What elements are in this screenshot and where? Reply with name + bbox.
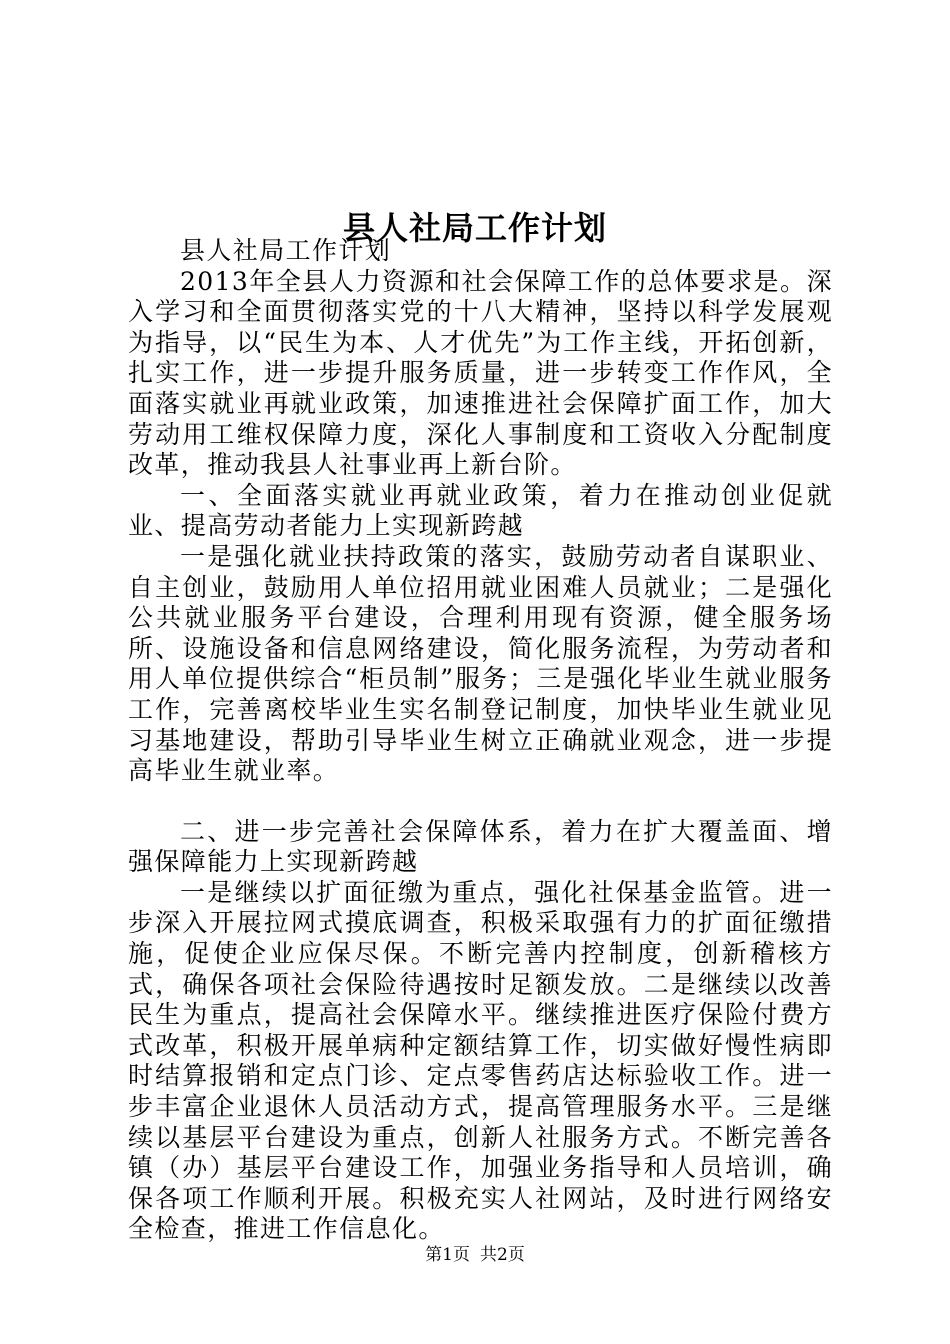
paragraph-social-security: 一是继续以扩面征缴为重点，强化社保基金监管。进一步深入开展拉网式摸底调查，积极采取强有力的扩面征缴措施，促使企业应保尽保。不断完善内控制度，创新稽核方式，确保各项社会保险待遇按时足额发放。二是继续以改善民生为重点，提高社会保障水平。继续推进医疗保险付费方式改革，积极开展单病种定额结算工作，切实做好慢性病即时结算报销和定点门诊、定点零售药店达标验收工作。进一步丰富企业退休人员活动方式，提高管理服务水平。三是继续以基层平台建设为重点，创新人社服务方式。不断完善各镇（办）基层平台建设工作，加强业务指导和人员培训，确保各项工作顺利开展。积极充实人社网站，及时进行网络安全检查，推进工作信息化。 [128,877,833,1244]
page-total: 共2页 [480,1245,525,1265]
paragraph-employment: 一是强化就业扶持政策的落实，鼓励劳动者自谋职业、自主创业，鼓励用人单位招用就业困难人员就业；二是强化公共就业服务平台建设，合理利用现有资源，健全服务场所、设施设备和信息网络建设，简化服务流程，为劳动者和用人单位提供综合“柜员制”服务；三是强化毕业生就业服务工作，完善离校毕业生实名制登记制度，加快毕业生就业见习基地建设，帮助引导毕业生树立正确就业观念，进一步提高毕业生就业率。 [128,541,833,786]
page-number: 第1页 [425,1245,470,1265]
paragraph-overview: 2013年全县人力资源和社会保障工作的总体要求是。深入学习和全面贯彻落实党的十八大精神，坚持以科学发展观为指导，以“民生为本、人才优先”为工作主线，开拓创新，扎实工作，进一步提升服务质量，进一步转变工作作风，全面落实就业再就业政策，加速推进社会保障扩面工作，加大劳动用工维权保障力度，深化人事制度和工资收入分配制度改革，推动我县人社事业再上新台阶。 [128,266,833,480]
section-heading-social-security: 二、进一步完善社会保障体系，着力在扩大覆盖面、增强保障能力上实现新跨越 [128,816,833,877]
document-title: 县人社局工作计划 [342,209,607,248]
document-body [128,236,833,1245]
section-heading-employment: 一、全面落实就业再就业政策，着力在推动创业促就业、提高劳动者能力上实现新跨越 [128,480,833,541]
page-footer [0,1243,950,1267]
paragraph-subtitle: 县人社局工作计划 [180,236,392,265]
